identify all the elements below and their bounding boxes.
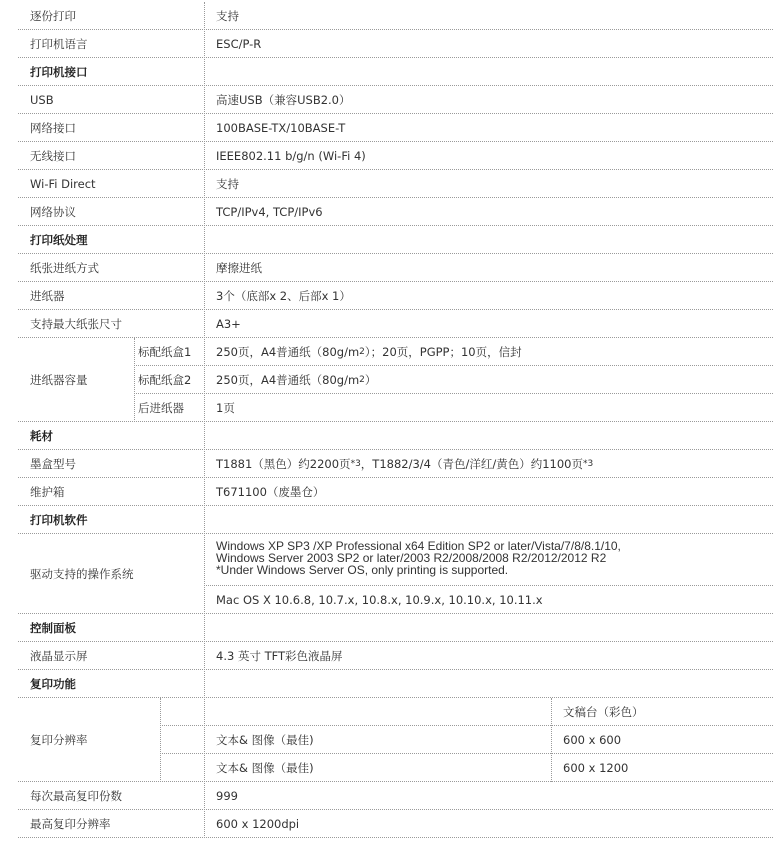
row-os (18, 534, 773, 614)
label-feed-method: 纸张进纸方式 (30, 260, 99, 275)
label-lcd: 液晶显示屏 (30, 648, 88, 663)
section-panel (18, 614, 773, 642)
row-lcd (18, 642, 773, 670)
value-network: 100BASE-TX/10BASE-T (216, 120, 346, 135)
row-ink (18, 450, 773, 478)
row-maint (18, 478, 773, 506)
section-title: 耗材 (30, 428, 53, 443)
label-tray2: 标配纸盒2 (138, 373, 192, 387)
label-feeder: 进纸器 (30, 288, 65, 303)
row-feed-method (18, 254, 773, 282)
label-ink: 墨盒型号 (30, 456, 76, 471)
label-language: 打印机语言 (30, 36, 88, 51)
row-wireless (18, 142, 773, 170)
value-ink: T1881（黑色）约2200页 *3 ，T1882/3/4（青色/洋红/黄色）约1100页 *3 (216, 456, 594, 471)
label-wifi-direct: Wi-Fi Direct (30, 176, 96, 191)
label-copy-res: 复印分辨率 (30, 732, 88, 747)
copy-res-mode-1: 文本& 图像（最佳) (216, 733, 314, 747)
section-paper (18, 226, 773, 254)
label-os: 驱动支持的操作系统 (30, 566, 134, 581)
capacity-divider (134, 338, 135, 422)
section-title: 打印机软件 (30, 512, 88, 527)
label-max-copy-res: 最高复印分辨率 (30, 816, 111, 831)
row-max-copy-res (18, 810, 773, 838)
value-lcd: 4.3 英寸 TFT彩色液晶屏 (216, 648, 343, 663)
label-max-size: 支持最大纸张尺寸 (30, 316, 122, 331)
row-network (18, 114, 773, 142)
value-maint: T671100（废墨仓） (216, 484, 325, 499)
column-divider (204, 2, 205, 838)
label-wireless: 无线接口 (30, 148, 76, 163)
section-copy (18, 670, 773, 698)
value-wifi-direct: 支持 (216, 176, 239, 191)
value-tray1: 250页，A4普通纸（80g/m 2 ）；20页，PGPP；10页，信封 (216, 345, 522, 359)
row-capacity (18, 338, 773, 422)
row-copy-res (18, 698, 773, 782)
label-capacity: 进纸器容量 (30, 372, 88, 387)
label-protocol: 网络协议 (30, 204, 76, 219)
label-maint: 维护箱 (30, 484, 65, 499)
section-consumables (18, 422, 773, 450)
value-language: ESC/P-R (216, 36, 262, 51)
label-usb: USB (30, 92, 54, 107)
label-max-copies: 每次最高复印份数 (30, 788, 122, 803)
value-max-copies: 999 (216, 788, 238, 803)
row-usb (18, 86, 773, 114)
section-title: 打印机接口 (30, 64, 88, 79)
section-title: 打印纸处理 (30, 232, 88, 247)
value-usb: 高速USB（兼容USB2.0） (216, 92, 351, 107)
row-wifi-direct (18, 170, 773, 198)
copy-res-value-2: 600 x 1200 (563, 761, 629, 775)
value-tray2: 250页，A4普通纸（80g/m 2 ） (216, 373, 377, 387)
copy-res-value-1: 600 x 600 (563, 733, 622, 747)
copy-res-mode-2: 文本& 图像（最佳) (216, 761, 314, 775)
row-feeder (18, 282, 773, 310)
row-max-copies (18, 782, 773, 810)
label-tray1: 标配纸盒1 (138, 345, 192, 359)
value-wireless: IEEE802.11 b/g/n (Wi-Fi 4) (216, 148, 366, 163)
value-collate: 支持 (216, 8, 239, 23)
section-title: 控制面板 (30, 620, 76, 635)
row-language (18, 30, 773, 58)
value-protocol: TCP/IPv4, TCP/IPv6 (216, 204, 323, 219)
copy-divider (160, 698, 161, 782)
value-max-copy-res: 600 x 1200dpi (216, 816, 300, 831)
section-software (18, 506, 773, 534)
copy-res-header: 文稿台（彩色） (563, 705, 644, 719)
row-protocol (18, 198, 773, 226)
label-rear: 后进纸器 (138, 401, 184, 415)
label-collate: 逐份打印 (30, 8, 76, 23)
value-rear: 1页 (216, 401, 235, 415)
value-os-windows: Windows XP SP3 /XP Professional x64 Edition SP2 or later/Vista/7/8/8.1/10, Windows Server 2003 SP2 or later/2003 R2/2008/2008 R2/2012/2012 R2 *Under Windows Server OS, only printing is supported. (216, 539, 621, 577)
row-collate (18, 2, 773, 30)
value-feeder: 3个（底部x 2、后部x 1） (216, 288, 351, 303)
value-max-size: A3+ (216, 316, 241, 331)
label-network: 网络接口 (30, 120, 76, 135)
value-os-mac: Mac OS X 10.6.8, 10.7.x, 10.8.x, 10.9.x, 10.10.x, 10.11.x (216, 593, 543, 607)
section-title: 复印功能 (30, 676, 76, 691)
section-interface (18, 58, 773, 86)
value-feed-method: 摩擦进纸 (216, 260, 262, 275)
row-max-size (18, 310, 773, 338)
